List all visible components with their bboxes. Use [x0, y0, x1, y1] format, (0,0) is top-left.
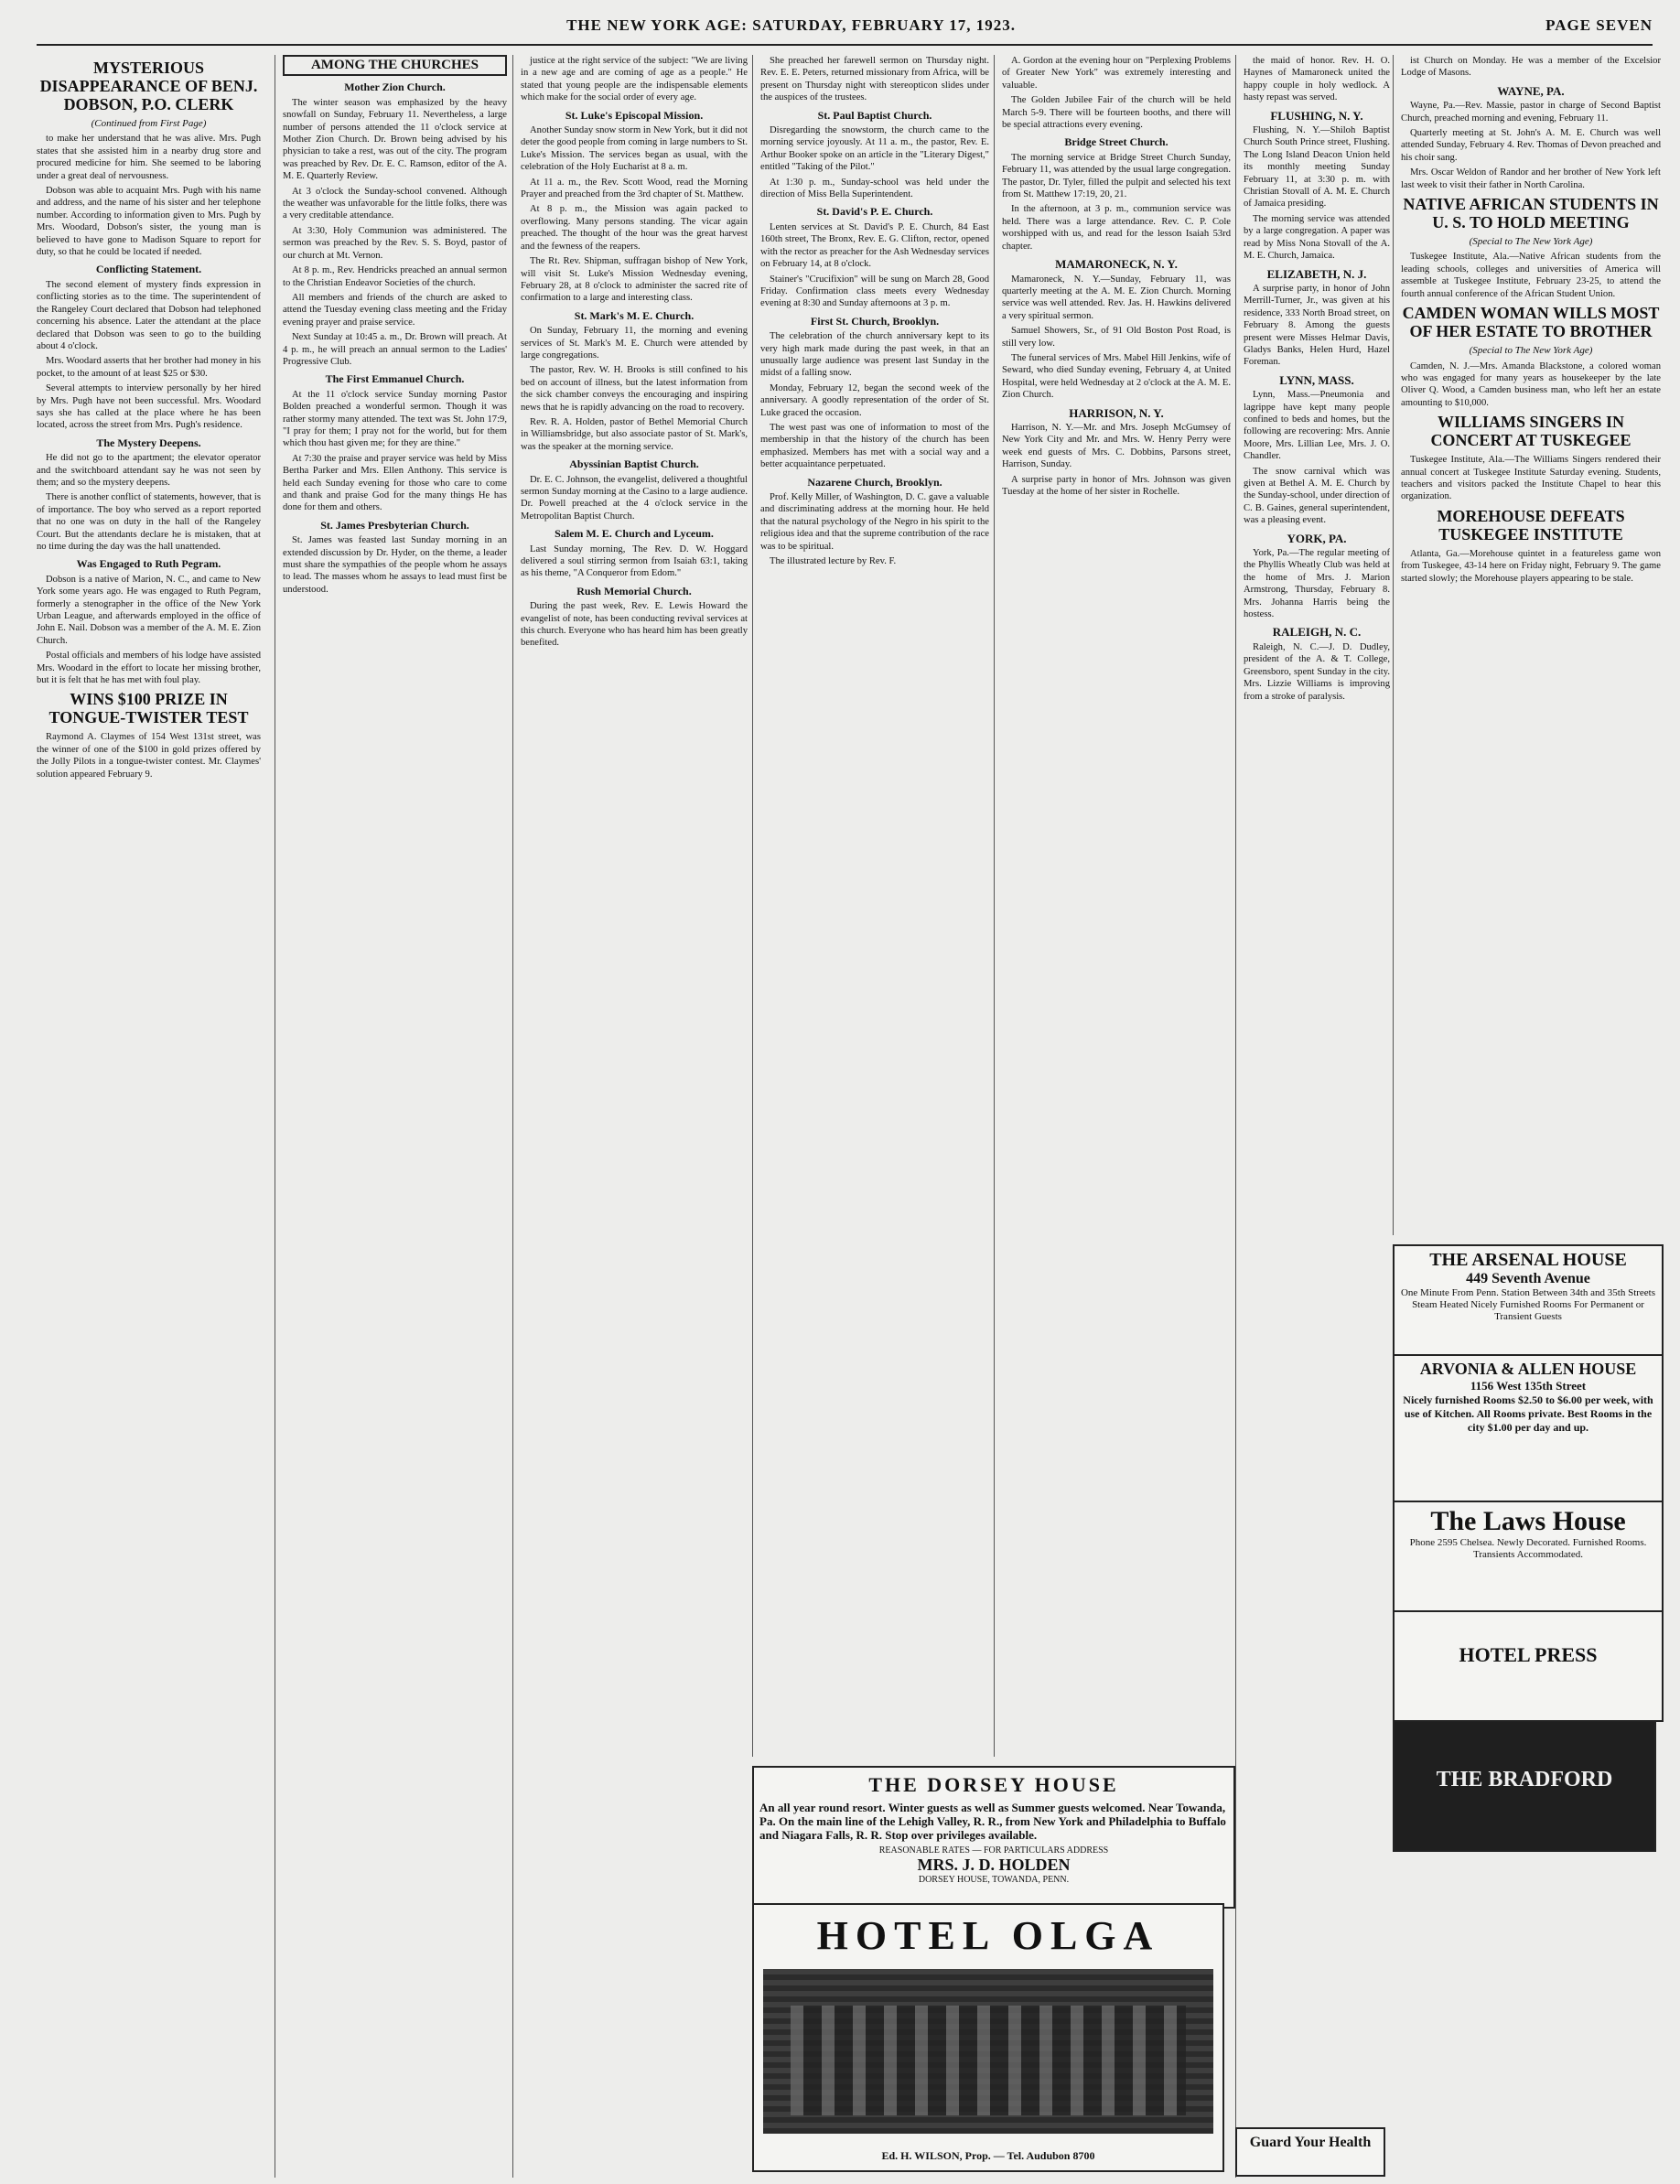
- article-paragraph: The west past was one of information to most of the membership in that the history of the church has been emphasized. Members has met with a social way and a better acquaintance perpetuated.: [760, 422, 989, 470]
- dorsey-text: An all year round resort. Winter guests as well as Summer guests welcomed. Near Towanda, Pa. On the main line of the Lehigh Valley, R. R., from New York and Philadelphia to Buffalo and Niagara Falls, R. R. Stop over privileges available.: [759, 1801, 1226, 1842]
- article-paragraph: The illustrated lecture by Rev. F.: [770, 556, 897, 567]
- article-paragraph: Rev. R. A. Holden, pastor of Bethel Memorial Church in Williamsbridge, but also associate pastor of St. Mark's, was the speaker at the morning service.: [521, 416, 748, 452]
- town-heading: YORK, PA.: [1287, 531, 1347, 545]
- column-7: [1393, 55, 1661, 1235]
- arvonia-title: ARVONIA & ALLEN HOUSE: [1419, 1360, 1637, 1378]
- article-paragraph: justice at the right service of the subject: "We are living in a new age and are coming of age as a people." He stated that young people are the indispensable elements which make for the social order of every age.: [521, 56, 748, 103]
- article-paragraph: At 7:30 the praise and prayer service was held by Miss Bertha Parker and Mrs. Ellen Anthony. This service is held each Sunday evening for those who care to come and thank and praise God for the many things He has done for them and others.: [283, 453, 507, 513]
- article-paragraph: Camden, N. J.—Mrs. Amanda Blackstone, a colored woman who was engaged for many years as housekeeper by the late Oliver Q. Wood, a Camden business man, who left her an estate amounting to $10,000.: [1401, 360, 1661, 408]
- article-paragraph: At 1:30 p. m., Sunday-school was held under the direction of Miss Bella Superintendent.: [760, 177, 989, 200]
- town-heading: MAMARONECK, N. Y.: [1055, 257, 1178, 272]
- article-paragraph: At 8 p. m., Rev. Hendricks preached an annual sermon to the Christian Endeavor Societies of the church.: [283, 265, 507, 288]
- article-paragraph: Quarterly meeting at St. John's A. M. E. Church was well attended Sunday, February 4. Rev. Thomas of Devon preached and his choir sang.: [1401, 128, 1661, 163]
- church-heading: Abyssinian Baptist Church.: [569, 457, 699, 471]
- article-paragraph: At the 11 o'clock service Sunday morning Pastor Bolden preached a wonderful sermon. Though it was rather stormy many attended. The text was St. John 17:9, "I pray for them; I pray not for the world, but for them which thou hast given me; for they are thine.": [283, 389, 507, 449]
- hotel-olga-title: HOTEL OLGA: [816, 1913, 1160, 1958]
- article-paragraph: In the afternoon, at 3 p. m., communion service was held. There was a large attendance. Rev. C. P. Cole worshipped with us, and read for the lesson Isaiah 53rd chapter.: [1002, 204, 1231, 252]
- williams-headline: WILLIAMS SINGERS IN CONCERT AT TUSKEGEE: [1430, 413, 1632, 450]
- column-5: [994, 55, 1231, 1757]
- article-paragraph: The funeral services of Mrs. Mabel Hill Jenkins, wife of Seward, who died Sunday evening, February 4, at United Hospital, were held Wednesday at 2 o'clock at the A. M. E. Zion Church.: [1002, 352, 1231, 401]
- article-paragraph: Next Sunday at 10:45 a. m., Dr. Brown will preach. At 4 p. m., he will preach an annual sermon to the Ladies' Progressive Club.: [283, 332, 507, 367]
- church-heading: St. Mark's M. E. Church.: [574, 308, 695, 322]
- article-paragraph: At 8 p. m., the Mission was again packed to overflowing. Many persons standing. The vicar again preached. The thought of the hour was the great harvest and the fewness of the reapers.: [521, 204, 748, 252]
- hotel-photo: [763, 1969, 1213, 2134]
- article-paragraph: At 3:30, Holy Communion was administered. The sermon was preached by the Rev. S. S. Boyd, pastor of our church at Mt. Vernon.: [283, 225, 507, 261]
- article-paragraph: On Sunday, February 11, the morning and evening services of St. Mark's M. E. Church were attended by large congregations.: [521, 326, 748, 360]
- article-paragraph: to make her understand that he was alive. Mrs. Pugh states that she assisted him in a nearby drug store and procured medicine for him. She seemed to be laboring under a great deal of nervousness.: [37, 134, 261, 181]
- article-paragraph: Several attempts to interview personally by her hired by Mrs. Pugh have not been successful. Mrs. Woodard says she has called at the place where he has been located, across the street from Mrs. Pugh's residence.: [37, 383, 261, 431]
- article-paragraph: The morning service was attended by a large congregation. A paper was read by Miss Nona Stovall of the A. M. E. Church, Jamaica.: [1244, 213, 1390, 262]
- column-3: [512, 55, 748, 2178]
- town-heading: HARRISON, N. Y.: [1069, 405, 1164, 420]
- page-number: PAGE SEVEN: [1545, 16, 1653, 34]
- article-paragraph: Tuskegee Institute, Ala.—The Williams Singers rendered their annual concert at Tuskegee Institute Saturday evening. Students, teachers and visitors packed the Institute Chapel to hear this organization.: [1401, 455, 1661, 502]
- article-paragraph: Prof. Kelly Miller, of Washington, D. C. gave a valuable and discriminating address at the morning hour. He held that the natural psychology of the Negro in his spirit to the religious idea and that the supreme contribution of the race was to be spiritual.: [760, 492, 989, 552]
- article-paragraph: A. Gordon at the evening hour on "Perplexing Problems of Greater New York" was extremely interesting and valuable.: [1002, 56, 1231, 91]
- article-paragraph: Mamaroneck, N. Y.—Sunday, February 11, was quarterly meeting at the A. M. E. Zion Church. Morning service was well attended. Rev. Jas. H. Hawkins delivered a very spiritual sermon.: [1002, 274, 1231, 321]
- article-paragraph: Raymond A. Claymes of 154 West 131st street, was the winner of one of the $100 in gold prizes offered by the Jolly Pilots in a tongue-twister contest. Mr. Claymes' solution appeared February 9.: [37, 732, 261, 780]
- hotel-footer: Ed. H. WILSON, Prop. — Tel. Audubon 8700: [881, 2149, 1095, 2162]
- arvonia-address: 1156 West 135th Street: [1470, 1379, 1587, 1393]
- article-paragraph: At 3 o'clock the Sunday-school convened. Although the weather was unfavorable for the little folks, there was a very creditable attendance.: [283, 186, 507, 221]
- dorsey-address: DORSEY HOUSE, TOWANDA, PENN.: [918, 1875, 1070, 1885]
- bradford-title: THE BRADFORD: [1436, 1768, 1613, 1791]
- article-paragraph: The Rt. Rev. Shipman, suffragan bishop of New York, will visit St. Luke's Mission Wednesday evening, February 28, at 8 o'clock to administer the sacred rite of confirmation to a large and interesting class.: [521, 256, 748, 304]
- church-heading: St. Paul Baptist Church.: [817, 108, 932, 122]
- article-paragraph: Dobson was able to acquaint Mrs. Pugh with his name and address, and the name of his sister and her telephone number. According to information given to Mrs. Pugh by Mrs. Woodard, Dobson's sister, the young man is believed to have gone to Madison Square to report for duty, so that he could be located if needed.: [37, 186, 261, 258]
- church-heading: The First Emmanuel Church.: [325, 372, 465, 386]
- article-paragraph: A surprise party in honor of Mrs. Johnson was given Tuesday at the home of her sister in Rochelle.: [1002, 474, 1231, 497]
- article-paragraph: Dr. E. C. Johnson, the evangelist, delivered a thoughtful sermon Sunday morning at the Casino to a large audience. Dr. Powell preached at the 4 o'clock service in the Metropolitan Baptist Church.: [521, 474, 748, 522]
- hotel-press-ad: [1393, 1610, 1664, 1722]
- article-paragraph: St. James was feasted last Sunday morning in an extended discussion by Dr. Hyder, on the theme, a leader must share the sympathies of the people whom he assays to lead. The masses whom he assays to lead must first be understood.: [283, 535, 507, 595]
- article-paragraph: The pastor, Rev. W. H. Brooks is still confined to his bed on account of illness, but the latest information from the sick chamber conveys the encouraging and inspiring news that he is rapidly advancing on the road to recovery.: [521, 365, 748, 413]
- town-heading: RALEIGH, N. C.: [1272, 625, 1362, 640]
- article-paragraph: There is another conflict of statements, however, that is of importance. The boy who served as a report reported that no one was on duty in the hall of the Rangeley Court. But the attendants declare he is mistaken, that at no time during the day was the hall unattended.: [37, 492, 261, 552]
- column-4: [752, 55, 989, 1757]
- laws-title: The Laws House: [1430, 1506, 1626, 1536]
- dorsey-name: MRS. J. D. HOLDEN: [917, 1856, 1071, 1874]
- town-heading: LYNN, MASS.: [1279, 372, 1354, 387]
- article-paragraph: Samuel Showers, Sr., of 91 Old Boston Post Road, is still very low.: [1002, 326, 1231, 349]
- laws-text: Phone 2595 Chelsea. Newly Decorated. Furnished Rooms. Transients Accommodated.: [1409, 1537, 1647, 1560]
- town-heading: ELIZABETH, N. J.: [1266, 266, 1367, 281]
- article-paragraph: Stainer's "Crucifixion" will be sung on March 28, Good Friday. Confirmation class meets every Wednesday evening at 8:30 and Sunday afternoons at 3 p. m.: [760, 274, 989, 309]
- article-paragraph: Tuskegee Institute, Ala.—Native African students from the leading schools, colleges and universities of America will assemble at Tuskegee Institute, February 23-25, to attend the fourth annual conference of the African Student Union.: [1401, 252, 1661, 299]
- church-heading: Rush Memorial Church.: [576, 584, 692, 597]
- article-paragraph: Harrison, N. Y.—Mr. and Mrs. Joseph McGumsey of New York City and Mr. and Mrs. W. Henry Perry were week end guests of Mrs. C. Dobbins, Parsons street, Harrison, Sunday.: [1002, 422, 1231, 470]
- special-note: (Special to The New York Age): [1469, 236, 1593, 248]
- arsenal-address: 449 Seventh Avenue: [1466, 1271, 1590, 1286]
- subhead: Was Engaged to Ruth Pegram.: [76, 557, 221, 571]
- article-paragraph: The winter season was emphasized by the heavy snowfall on Sunday, February 11. Nevertheless, a large number of persons attended the 11 o'clock service at Mother Zion Church. Dr. Brown being advised by his physician to take a rest, was out of the city. The program was preached by Rev. Dr. E. C. Ramson, editor of the A. M. E. Quarterly Review.: [283, 97, 507, 182]
- article-paragraph: Wayne, Pa.—Rev. Massie, pastor in charge of Second Baptist Church, preached morning and evening, February 11.: [1401, 101, 1661, 124]
- town-heading: FLUSHING, N. Y.: [1270, 108, 1363, 123]
- arsenal-text: One Minute From Penn. Station Between 34th and 35th Streets Steam Heated Nicely Furnished Rooms For Permanent or Transient Guests: [1400, 1287, 1656, 1322]
- special-note: (Special to The New York Age): [1469, 345, 1593, 357]
- masthead-title: THE NEW YORK AGE: SATURDAY, FEBRUARY 17, 1923.: [566, 16, 1017, 34]
- article-paragraph: During the past week, Rev. E. Lewis Howard the evangelist of note, has been conducting revival services at this church. Everyone who has heard him has been greatly benefited.: [521, 601, 748, 649]
- article-paragraph: York, Pa.—The regular meeting of the Phyllis Wheatly Club was held at the home of Mrs. J. Marion Armstrong, Thursday, February 8. Mrs. Johanna Harris being the hostess.: [1244, 548, 1390, 620]
- subhead: Conflicting Statement.: [95, 263, 202, 276]
- column-6: [1235, 55, 1390, 2178]
- arvonia-allen-ad: [1393, 1354, 1664, 1502]
- article-paragraph: Raleigh, N. C.—J. D. Dudley, president of the A. & T. College, Greensboro, spent Sunday in the city. Mrs. Lizzie Williams is improving from a stroke of paralysis.: [1244, 641, 1390, 702]
- church-heading: Bridge Street Church.: [1064, 135, 1168, 149]
- article-paragraph: Postal officials and members of his lodge have assisted Mrs. Woodard in the effort to locate her missing brother, but it is felt that he has met with foul play.: [37, 651, 261, 686]
- article-paragraph: Mrs. Oscar Weldon of Randor and her brother of New York left last week to visit their father in North Carolina.: [1401, 167, 1661, 190]
- arsenal-house-ad: [1393, 1244, 1664, 1356]
- church-heading: Nazarene Church, Brooklyn.: [807, 475, 942, 489]
- article-paragraph: A surprise party, in honor of John Merrill-Turner, Jr., was given at his residence, 333 North Broad street, on February 8. Among the guests present were Misses Helmar Davis, Gladys Banks, Helen Hurd, Hazel Foreman.: [1244, 283, 1390, 368]
- church-heading: First St. Church, Brooklyn.: [810, 314, 940, 328]
- column-2: [275, 55, 507, 2178]
- article-paragraph: Last Sunday morning, The Rev. D. W. Hoggard delivered a soul stirring sermon from Isaiah 63:1, taking as his theme, "A Conqueror from Edom.": [521, 543, 748, 579]
- article-paragraph: She preached her farewell sermon on Thursday night. Rev. E. E. Peters, returned missionary from Africa, will be present on Thursday night with stereopticon slides under the auspices of the trustees.: [760, 56, 989, 103]
- article-paragraph: The morning service at Bridge Street Church Sunday, February 11, was attended by the usual large congregation. The pastor, Dr. Tyler, filled the pulpit and selected his text from St. Matthew 17:19, 20, 21.: [1002, 152, 1231, 200]
- subhead: The Mystery Deepens.: [96, 436, 201, 449]
- article-paragraph: Lenten services at St. David's P. E. Church, 84 East 160th street, The Bronx, Rev. E. G. Clifton, rector, opened with the rector as preacher for the Ash Wednesday services on February 14, at 8 o'clock.: [760, 221, 989, 270]
- press-title: HOTEL PRESS: [1459, 1643, 1598, 1666]
- article-paragraph: All members and friends of the church are asked to attend the Tuesday evening class meeting and the Friday evening prayer and praise service.: [283, 292, 507, 328]
- article-paragraph: The Golden Jubilee Fair of the church will be held March 5-9. There will be fourteen booths, and there will be special attractions every evening.: [1002, 95, 1231, 131]
- native-students-headline: NATIVE AFRICAN STUDENTS IN U. S. TO HOLD MEETING: [1403, 195, 1659, 232]
- church-heading: Mother Zion Church.: [344, 81, 446, 94]
- dobson-headline: MYSTERIOUS DISAPPEARANCE OF BENJ. DOBSON, P.O. CLERK: [39, 59, 258, 113]
- article-paragraph: Dobson is a native of Marion, N. C., and came to New York some years ago. He was engaged to Ruth Pegram, formerly a stenographer in the office of the New York Urban League, and afterwards employed in the office of John E. Nail. Dobson was a member of the A. M. E. Zion Church.: [37, 574, 261, 646]
- article-paragraph: Atlanta, Ga.—Morehouse quintet in a featureless game won from Tuskegee, 43-14 here on Friday night, February 9. The game started slowly; the Morehouse players appearing to be stale.: [1401, 548, 1661, 584]
- churches-banner: AMONG THE CHURCHES: [283, 55, 507, 76]
- article-paragraph: Monday, February 12, began the second week of the anniversary. A goodly representation of the order of St. Luke graced the occasion.: [760, 382, 989, 418]
- article-paragraph: Disregarding the snowstorm, the church came to the morning service joyously. At 11 a. m., the pastor, Rev. E. Arthur Booker spoke on an article in the "Literary Digest," entitled "Taking of the Pilot.": [760, 125, 989, 173]
- article-paragraph: Mrs. Woodard asserts that her brother had money in his pocket, to the amount of at least $25 or $30.: [37, 356, 261, 379]
- article-paragraph: ist Church on Monday. He was a member of the Excelsior Lodge of Masons.: [1401, 56, 1661, 79]
- masthead: [37, 7, 1653, 46]
- arsenal-title: THE ARSENAL HOUSE: [1429, 1250, 1627, 1270]
- contest-headline: WINS $100 PRIZE IN TONGUE-TWISTER TEST: [48, 690, 249, 727]
- camden-headline: CAMDEN WOMAN WILLS MOST OF HER ESTATE TO BROTHER: [1402, 304, 1660, 341]
- arvonia-text: Nicely furnished Rooms $2.50 to $6.00 per week, with use of Kitchen. All Rooms private. Best Rooms in the city $1.00 per day and up.: [1403, 1393, 1653, 1434]
- continued-note: (Continued from First Page): [91, 118, 207, 129]
- column-1: [37, 55, 261, 2178]
- article-paragraph: At 11 a. m., the Rev. Scott Wood, read the Morning Prayer and preached from the 3rd chapter of St. Matthew.: [521, 177, 748, 200]
- hotel-olga-ad: [752, 1903, 1224, 2172]
- morehouse-headline: MOREHOUSE DEFEATS TUSKEGEE INSTITUTE: [1437, 506, 1625, 543]
- article-paragraph: The second element of mystery finds expression in conflicting stories as to the time. The superintendent of the Rangeley Court declared that Dobson had telephoned concerning his absence. Later the attendant at the place declared that Dobson was seen to go to the building about 4 o'clock.: [37, 279, 261, 351]
- article-paragraph: the maid of honor. Rev. H. O. Haynes of Mamaroneck united the happy couple in holy wedlock. A hasty repast was served.: [1244, 56, 1390, 103]
- article-paragraph: Flushing, N. Y.—Shiloh Baptist Church South Prince street, Flushing. The Long Island Deacon Union held its monthly meeting Sunday February 11, at 3:30 p. m. with Christian Stovall of A. M. E. Church of Jamaica presiding.: [1244, 125, 1390, 210]
- guard-health-ad: [1235, 2127, 1385, 2177]
- dorsey-rates: REASONABLE RATES — FOR PARTICULARS ADDRESS: [878, 1845, 1109, 1856]
- town-heading: WAYNE, PA.: [1497, 83, 1565, 98]
- laws-house-ad: [1393, 1501, 1664, 1612]
- article-paragraph: The celebration of the church anniversary kept to its very high mark made during the past week, in that an unusually large audience was present last Sunday in the midst of a falling snow.: [760, 331, 989, 379]
- church-heading: St. David's P. E. Church.: [816, 205, 933, 219]
- church-heading: Salem M. E. Church and Lyceum.: [555, 527, 714, 541]
- church-heading: St. James Presbyterian Church.: [320, 518, 469, 532]
- article-paragraph: Lynn, Mass.—Pneumonia and lagrippe have kept many people confined to beds and homes, but the following are recovering: Mrs. Annie Moore, Mrs. Lillian Lee, Mrs. J. O. Chandler.: [1244, 390, 1390, 462]
- dorsey-title: THE DORSEY HOUSE: [868, 1773, 1119, 1796]
- dorsey-house-ad: [752, 1766, 1235, 1909]
- guard-title: Guard Your Health: [1249, 2135, 1372, 2150]
- bradford-ad: [1393, 1720, 1656, 1852]
- article-paragraph: Another Sunday snow storm in New York, but it did not deter the good people from coming in large numbers to St. Luke's Mission. The services began as usual, with the celebration of the Holy Eucharist at 8 a. m.: [521, 125, 748, 173]
- church-heading: St. Luke's Episcopal Mission.: [565, 108, 704, 122]
- article-paragraph: He did not go to the apartment; the elevator operator and the switchboard attendant say he was not seen by them; and so the mystery deepens.: [37, 453, 261, 488]
- article-paragraph: The snow carnival which was given at Bethel A. M. E. Church by the Sunday-school, under direction of C. B. Gaines, general superintendent, was a pleasing event.: [1244, 466, 1390, 526]
